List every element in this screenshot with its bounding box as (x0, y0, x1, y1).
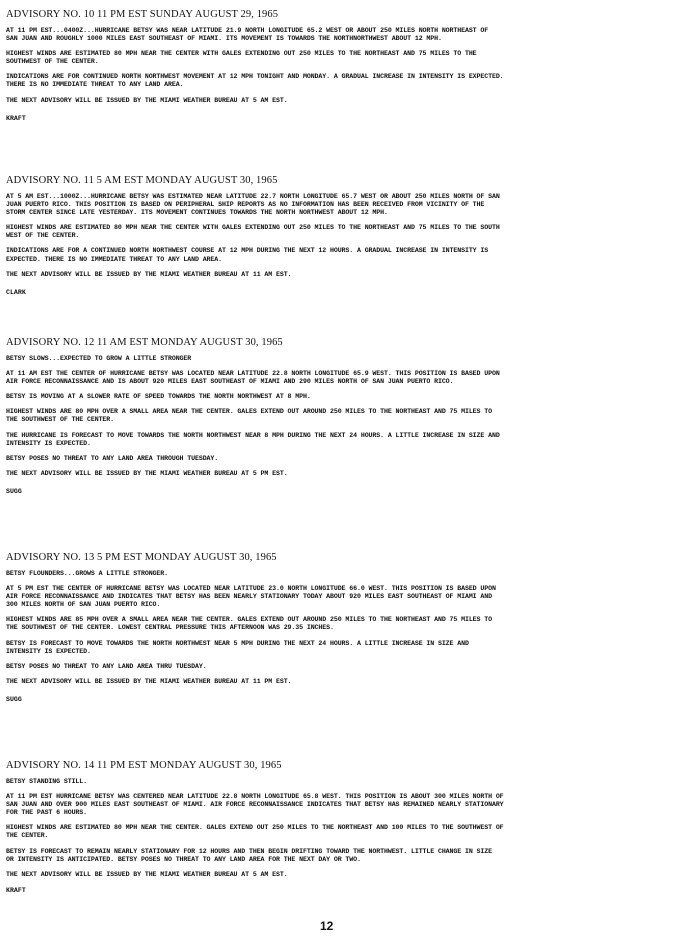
advisory-paragraph: AT 11 AM EST THE CENTER OF HURRICANE BETSY WAS LOCATED NEAR LATITUDE 22.8 NORTH LONGITUDE 65.9 WEST. THIS POSITION IS BASED UPON AIR FORCE RECONNAISSANCE AND IS ABOUT 920 MILES EAST SOUTHEAST OF MIAMI AND 290 MILES NORTH OF SAN JUAN PUERTO RICO. (6, 370, 500, 386)
advisory-paragraph: THE NEXT ADVISORY WILL BE ISSUED BY THE MIAMI WEATHER BUREAU AT 5 AM EST. (6, 96, 288, 104)
advisory-signature: CLARK (6, 288, 26, 296)
advisory-paragraph: BETSY FLOUNDERS...GROWS A LITTLE STRONGER. (6, 570, 168, 577)
advisory-12 (6, 336, 666, 496)
advisory-paragraph: AT 5 AM EST...1000Z...HURRICANE BETSY WAS ESTIMATED NEAR LATITUDE 22.7 NORTH LONGITUDE 65.7 WEST OR ABOUT 250 MILES NORTH OF SAN JUAN PUERTO RICO. THIS POSITION IS BASED ON PERIPHERAL SHIP REPORTS AS NO INFORMATION HAS BEEN RECEIVED FROM VICINITY OF THE STORM CENTER SINCE LATE YESTERDAY. ITS MOVEMENT CONTINUES TOWARDS THE NORTH NORTHWEST ABOUT 12 MPH. (6, 193, 500, 217)
advisory-paragraph: INDICATIONS ARE FOR CONTINUED NORTH NORTHWEST MOVEMENT AT 12 MPH TONIGHT AND MONDAY. A GRADUAL INCREASE IN INTENSITY IS EXPECTED. THERE IS NO IMMEDIATE THREAT TO ANY LAND AREA. (6, 73, 504, 89)
advisory-paragraph: AT 5 PM EST THE CENTER OF HURRICANE BETSY WAS LOCATED NEAR LATITUDE 23.0 NORTH LONGITUDE 66.0 WEST. THIS POSITION IS BASED UPON AIR FORCE RECONNAISSANCE AND INDICATES THAT BETSY HAS BEEN NEARLY STATIONARY TODAY ABOUT 920 MILES EAST SOUTHEAST OF MIAMI AND 300 MILES NORTH OF SAN JUAN PUERTO RICO. (6, 585, 496, 609)
advisory-paragraph: BETSY POSES NO THREAT TO ANY LAND AREA THRU TUESDAY. (6, 662, 207, 670)
advisory-paragraph: AT 11 PM EST...0400Z...HURRICANE BETSY WAS NEAR LATITUDE 21.9 NORTH LONGITUDE 65.2 WEST OR ABOUT 250 MILES NORTH NORTHEAST OF SAN JUAN AND ROUGHLY 1000 MILES EAST SOUTHEAST OF MIAMI. ITS MOVEMENT IS TOWARDS THE NORTHNORTHWEST ABOUT 12 MPH. (6, 27, 489, 43)
page-number: 12 (320, 919, 334, 933)
advisory-signature: SUGG (6, 487, 22, 495)
advisory-signature: KRAFT (6, 886, 26, 894)
advisory-paragraph: THE NEXT ADVISORY WILL BE ISSUED BY THE MIAMI WEATHER BUREAU AT 5 AM EST. (6, 870, 288, 878)
advisory-10 (6, 8, 666, 123)
advisory-14 (6, 759, 666, 895)
advisory-paragraph: HIGHEST WINDS ARE 85 MPH OVER A SMALL AREA NEAR THE CENTER. GALES EXTEND OUT AROUND 250 MILES TO THE NORTHEAST AND 75 MILES TO THE SOUTHWEST OF THE CENTER. LOWEST CENTRAL PRESSURE THIS AFTERNOON WAS 29.35 INCHES. (6, 616, 492, 632)
advisory-heading: ADVISORY NO. 10 11 PM EST SUNDAY AUGUST 29, 1965 (6, 9, 279, 20)
advisory-paragraph: BETSY IS FORECAST TO REMAIN NEARLY STATIONARY FOR 12 HOURS AND THEN BEGIN DRIFTING TOWARD THE NORTHWEST. LITTLE CHANGE IN SIZE OR INTENSITY IS ANTICIPATED. BETSY POSES NO THREAT TO ANY LAND AREA FOR THE NEXT DAY OR TWO. (6, 847, 492, 863)
advisory-heading: ADVISORY NO. 13 5 PM EST MONDAY AUGUST 30, 1965 (6, 552, 277, 563)
advisory-paragraph: THE HURRICANE IS FORECAST TO MOVE TOWARDS THE NORTH NORTHWEST NEAR 8 MPH DURING THE NEXT 24 HOURS. A LITTLE INCREASE IN SIZE AND INTENSITY IS EXPECTED. (6, 431, 500, 447)
advisory-paragraph: BETSY SLOWS...EXPECTED TO GROW A LITTLE STRONGER (6, 355, 192, 362)
advisory-paragraph: BETSY IS MOVING AT A SLOWER RATE OF SPEED TOWARDS THE NORTH NORTHWEST AT 8 MPH. (6, 393, 311, 401)
advisory-paragraph: THE NEXT ADVISORY WILL BE ISSUED BY THE MIAMI WEATHER BUREAU AT 11 PM EST. (6, 677, 292, 685)
advisory-paragraph: THE NEXT ADVISORY WILL BE ISSUED BY THE MIAMI WEATHER BUREAU AT 5 PM EST. (6, 469, 288, 477)
advisory-signature: SUGG (6, 695, 22, 703)
advisory-13 (6, 551, 666, 704)
advisory-heading: ADVISORY NO. 12 11 AM EST MONDAY AUGUST 30, 1965 (6, 337, 283, 348)
advisory-paragraph: HIGHEST WINDS ARE ESTIMATED 80 MPH NEAR THE CENTER WITH GALES EXTENDING OUT 250 MILES TO THE NORTHEAST AND 75 MILES TO THE SOUTHWEST OF THE CENTER. (6, 50, 477, 66)
advisory-paragraph: BETSY POSES NO THREAT TO ANY LAND AREA THROUGH TUESDAY. (6, 454, 219, 462)
advisory-paragraph: BETSY IS FORECAST TO MOVE TOWARDS THE NORTH NORTHWEST NEAR 5 MPH DURING THE NEXT 24 HOURS. A LITTLE INCREASE IN SIZE AND INTENSITY IS EXPECTED. (6, 639, 469, 655)
advisory-paragraph: HIGHEST WINDS ARE ESTIMATED 80 MPH NEAR THE CENTER WITH GALES EXTENDING OUT 250 MILES TO THE NORTHEAST AND 75 MILES TO THE SOUTH WEST OF THE CENTER. (6, 224, 500, 240)
advisory-paragraph: HIGHEST WINDS ARE 80 MPH OVER A SMALL AREA NEAR THE CENTER. GALES EXTEND OUT AROUND 250 MILES TO THE NORTHEAST AND 75 MILES TO THE SOUTHWEST OF THE CENTER. (6, 408, 492, 424)
advisory-11 (6, 174, 666, 297)
advisory-paragraph: BETSY STANDING STILL. (6, 778, 87, 785)
advisory-heading: ADVISORY NO. 11 5 AM EST MONDAY AUGUST 30, 1965 (6, 175, 278, 186)
advisory-paragraph: INDICATIONS ARE FOR A CONTINUED NORTH NORTHWEST COURSE AT 12 MPH DURING THE NEXT 12 HOURS. A GRADUAL INCREASE IN INTENSITY IS EXPECTED. THERE IS NO IMMEDIATE THREAT TO ANY LAND AREA. (6, 247, 489, 263)
advisory-heading: ADVISORY NO. 14 11 PM EST MONDAY AUGUST 30, 1965 (6, 760, 282, 771)
advisory-paragraph: AT 11 PM EST HURRICANE BETSY WAS CENTERED NEAR LATITUDE 22.8 NORTH LONGITUDE 65.8 WEST. THIS POSITION IS ABOUT 300 MILES NORTH OF SAN JUAN AND OVER 900 MILES EAST SOUTHEAST OF MIAMI. AIR FORCE RECONNAISSANCE INDICATES THAT BETSY HAS REMAINED NEARLY STATIONARY FOR THE PAST 6 HOURS. (6, 793, 504, 817)
advisory-paragraph: HIGHEST WINDS ARE ESTIMATED 80 MPH NEAR THE CENTER. GALES EXTEND OUT 250 MILES TO THE NORTHEAST AND 100 MILES TO THE SOUTHWEST OF THE CENTER. (6, 824, 504, 840)
advisory-signature: KRAFT (6, 114, 26, 122)
advisory-paragraph: THE NEXT ADVISORY WILL BE ISSUED BY THE MIAMI WEATHER BUREAU AT 11 AM EST. (6, 270, 292, 278)
